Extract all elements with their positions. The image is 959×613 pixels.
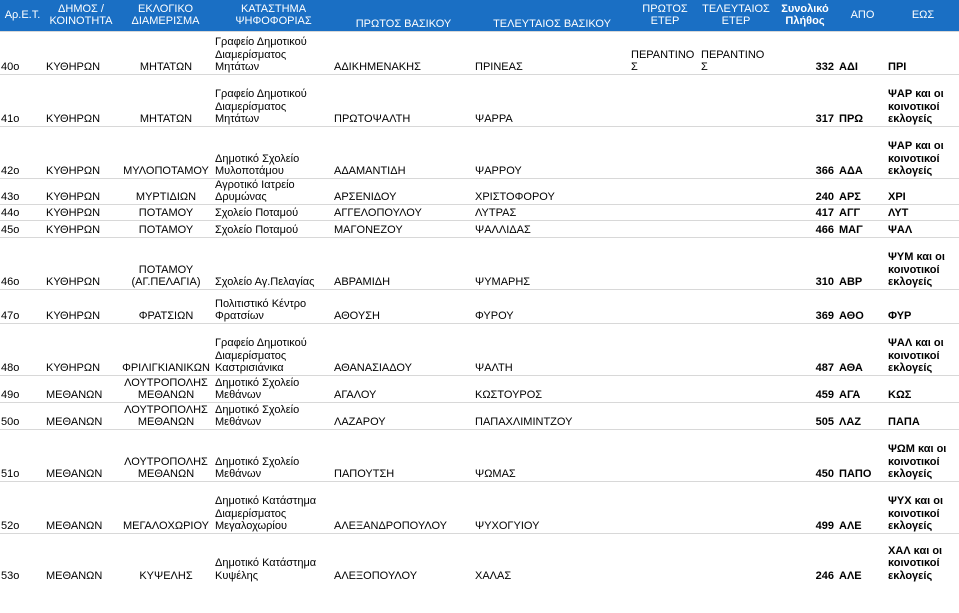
protos-vasikou-cell: ΑΔΙΚΗΜΕΝΑΚΗΣ <box>333 31 474 74</box>
protos-vasikou-cell: ΑΛΕΞΑΝΔΡΟΠΟΥΛΟΥ <box>333 481 474 533</box>
table-row <box>0 402 959 429</box>
table-row <box>0 481 959 533</box>
apo-cell: ΑΓΓ <box>838 204 887 220</box>
row-number: 48ο <box>0 323 45 375</box>
katastima-cell: Δημοτικό Σχολείο Μεθάνων <box>214 375 333 402</box>
protos-eter-cell <box>630 375 700 402</box>
row-number: 50ο <box>0 402 45 429</box>
katastima-cell: Δημοτικό Σχολείο Μεθάνων <box>214 429 333 481</box>
row-number: 52ο <box>0 481 45 533</box>
dimos-cell: ΜΕΘΑΝΩΝ <box>45 402 117 429</box>
apo-cell: ΑΡΣ <box>838 178 887 204</box>
katastima-cell: Δημοτικό Σχολείο Μεθάνων <box>214 402 333 429</box>
table-row <box>0 323 959 375</box>
dimos-cell: ΚΥΘΗΡΩΝ <box>45 220 117 237</box>
eklogiko-diamerisma-cell: ΜΗΤΑΤΩΝ <box>117 74 214 126</box>
teleutaios-vasikou-cell: ΨΩΜΑΣ <box>474 429 630 481</box>
protos-vasikou-cell: ΑΡΣΕΝΙΔΟΥ <box>333 178 474 204</box>
synoliko-plithos-cell: 450 <box>772 429 838 481</box>
table-row <box>0 237 959 289</box>
header-dimos: ΔΗΜΟΣ / ΚΟΙΝΟΤΗΤΑ <box>45 0 117 31</box>
dimos-cell: ΚΥΘΗΡΩΝ <box>45 237 117 289</box>
teleutaios-eter-cell <box>700 237 772 289</box>
apo-cell: ΑΛΕ <box>838 533 887 582</box>
eklogiko-diamerisma-cell: ΜΕΓΑΛΟΧΩΡΙΟΥ <box>117 481 214 533</box>
dimos-cell: ΚΥΘΗΡΩΝ <box>45 126 117 178</box>
header-eklogiko-diamerisma: ΕΚΛΟΓΙΚΟ ΔΙΑΜΕΡΙΣΜΑ <box>117 0 214 31</box>
protos-eter-cell <box>630 429 700 481</box>
eklogiko-diamerisma-cell: ΦΡΙΛΙΓΚΙΑΝΙΚΩΝ <box>117 323 214 375</box>
synoliko-plithos-cell: 459 <box>772 375 838 402</box>
row-number: 40ο <box>0 31 45 74</box>
header-protos-eter: ΠΡΩΤΟΣ ΕΤΕΡ <box>630 0 700 31</box>
protos-eter-cell <box>630 323 700 375</box>
synoliko-plithos-cell: 310 <box>772 237 838 289</box>
synoliko-plithos-cell: 505 <box>772 402 838 429</box>
teleutaios-vasikou-cell: ΛΥΤΡΑΣ <box>474 204 630 220</box>
row-number: 41ο <box>0 74 45 126</box>
eos-cell: ΧΡΙ <box>887 178 959 204</box>
katastima-cell: Δημοτικό Κατάστημα Διαμερίσματος Μεγαλοχωρίου <box>214 481 333 533</box>
table-row <box>0 74 959 126</box>
synoliko-plithos-cell: 317 <box>772 74 838 126</box>
katastima-cell: Γραφείο Δημοτικού Διαμερίσματος Μητάτων <box>214 74 333 126</box>
dimos-cell: ΚΥΘΗΡΩΝ <box>45 74 117 126</box>
protos-vasikou-cell: ΠΡΩΤΟΨΑΛΤΗ <box>333 74 474 126</box>
table-row <box>0 126 959 178</box>
apo-cell: ΑΘΟ <box>838 289 887 323</box>
teleutaios-eter-cell <box>700 429 772 481</box>
row-number: 43ο <box>0 178 45 204</box>
protos-eter-cell <box>630 402 700 429</box>
teleutaios-vasikou-cell: ΨΑΛΤΗ <box>474 323 630 375</box>
protos-vasikou-cell: ΑΓΓΕΛΟΠΟΥΛΟΥ <box>333 204 474 220</box>
dimos-cell: ΜΕΘΑΝΩΝ <box>45 533 117 582</box>
eklogiko-diamerisma-cell: ΦΡΑΤΣΙΩΝ <box>117 289 214 323</box>
teleutaios-eter-cell <box>700 74 772 126</box>
header-katastima: ΚΑΤΑΣΤΗΜΑ ΨΗΦΟΦΟΡΙΑΣ <box>214 0 333 31</box>
row-number: 49ο <box>0 375 45 402</box>
table-row <box>0 220 959 237</box>
header-protos-vasikou: ΠΡΩΤΟΣ ΒΑΣΙΚΟΥ <box>333 0 474 31</box>
protos-eter-cell <box>630 481 700 533</box>
synoliko-plithos-cell: 466 <box>772 220 838 237</box>
dimos-cell: ΜΕΘΑΝΩΝ <box>45 375 117 402</box>
synoliko-plithos-cell: 366 <box>772 126 838 178</box>
protos-vasikou-cell: ΑΘΟΥΣΗ <box>333 289 474 323</box>
eklogiko-diamerisma-cell: ΛΟΥΤΡΟΠΟΛΗΣ ΜΕΘΑΝΩΝ <box>117 429 214 481</box>
header-synoliko-plithos: Συνολικό Πλήθος <box>772 0 838 31</box>
apo-cell: ΠΑΠΟ <box>838 429 887 481</box>
apo-cell: ΑΛΕ <box>838 481 887 533</box>
table-row <box>0 533 959 582</box>
eklogiko-diamerisma-cell: ΠΟΤΑΜΟΥ <box>117 220 214 237</box>
table-header-row <box>0 0 959 31</box>
eos-cell: ΨΥΧ και οι κοινοτικοί εκλογείς <box>887 481 959 533</box>
apo-cell: ΑΒΡ <box>838 237 887 289</box>
katastima-cell: Γραφείο Δημοτικού Διαμερίσματος Μητάτων <box>214 31 333 74</box>
protos-eter-cell <box>630 220 700 237</box>
dimos-cell: ΚΥΘΗΡΩΝ <box>45 289 117 323</box>
apo-cell: ΛΑΖ <box>838 402 887 429</box>
teleutaios-vasikou-cell: ΠΑΠΑΧΛΙΜΙΝΤΖΟΥ <box>474 402 630 429</box>
apo-cell: ΑΔΙ <box>838 31 887 74</box>
table-row <box>0 31 959 74</box>
protos-vasikou-cell: ΑΓΑΛΟΥ <box>333 375 474 402</box>
synoliko-plithos-cell: 240 <box>772 178 838 204</box>
eos-cell: ΨΥΜ και οι κοινοτικοί εκλογείς <box>887 237 959 289</box>
teleutaios-vasikou-cell: ΠΡΙΝΕΑΣ <box>474 31 630 74</box>
teleutaios-vasikou-cell: ΚΩΣΤΟΥΡΟΣ <box>474 375 630 402</box>
teleutaios-eter-cell <box>700 204 772 220</box>
eos-cell: ΨΑΛ και οι κοινοτικοί εκλογείς <box>887 323 959 375</box>
teleutaios-vasikou-cell: ΨΥΜΑΡΗΣ <box>474 237 630 289</box>
katastima-cell: Σχολείο Ποταμού <box>214 204 333 220</box>
apo-cell: ΑΔΑ <box>838 126 887 178</box>
teleutaios-eter-cell <box>700 289 772 323</box>
eos-cell: ΨΑΡ και οι κοινοτικοί εκλογείς <box>887 126 959 178</box>
protos-vasikou-cell: ΑΛΕΞΟΠΟΥΛΟΥ <box>333 533 474 582</box>
katastima-cell: Γραφείο Δημοτικού Διαμερίσματος Καστρισιάνικα <box>214 323 333 375</box>
apo-cell: ΠΡΩ <box>838 74 887 126</box>
eklogiko-diamerisma-cell: ΜΥΛΟΠΟΤΑΜΟΥ <box>117 126 214 178</box>
row-number: 45ο <box>0 220 45 237</box>
teleutaios-eter-cell <box>700 375 772 402</box>
dimos-cell: ΜΕΘΑΝΩΝ <box>45 481 117 533</box>
table-row <box>0 429 959 481</box>
eklogiko-diamerisma-cell: ΛΟΥΤΡΟΠΟΛΗΣ ΜΕΘΑΝΩΝ <box>117 402 214 429</box>
protos-eter-cell <box>630 178 700 204</box>
synoliko-plithos-cell: 369 <box>772 289 838 323</box>
teleutaios-eter-cell <box>700 402 772 429</box>
header-eos: ΕΩΣ <box>887 0 959 31</box>
eos-cell: ΛΥΤ <box>887 204 959 220</box>
eklogiko-diamerisma-cell: ΜΗΤΑΤΩΝ <box>117 31 214 74</box>
eos-cell: ΠΡΙ <box>887 31 959 74</box>
row-number: 44ο <box>0 204 45 220</box>
header-teleutaios-eter: ΤΕΛΕΥΤΑΙΟΣ ΕΤΕΡ <box>700 0 772 31</box>
eos-cell: ΨΩΜ και οι κοινοτικοί εκλογείς <box>887 429 959 481</box>
header-apo: ΑΠΟ <box>838 0 887 31</box>
header-aa: Αρ.Ε.Τ. <box>0 0 45 31</box>
teleutaios-vasikou-cell: ΧΑΛΑΣ <box>474 533 630 582</box>
teleutaios-eter-cell: ΠΕΡΑΝΤΙΝΟ Σ <box>700 31 772 74</box>
teleutaios-vasikou-cell: ΨΑΡΡΟΥ <box>474 126 630 178</box>
table-row <box>0 289 959 323</box>
apo-cell: ΜΑΓ <box>838 220 887 237</box>
synoliko-plithos-cell: 246 <box>772 533 838 582</box>
dimos-cell: ΜΕΘΑΝΩΝ <box>45 429 117 481</box>
eos-cell: ΠΑΠΑ <box>887 402 959 429</box>
eklogiko-diamerisma-cell: ΠΟΤΑΜΟΥ (ΑΓ.ΠΕΛΑΓΙΑ) <box>117 237 214 289</box>
synoliko-plithos-cell: 487 <box>772 323 838 375</box>
eos-cell: ΨΑΡ και οι κοινοτικοί εκλογείς <box>887 74 959 126</box>
header-teleutaios-vasikou: ΤΕΛΕΥΤΑΙΟΣ ΒΑΣΙΚΟΥ <box>474 0 630 31</box>
apo-cell: ΑΘΑ <box>838 323 887 375</box>
katastima-cell: Δημοτικό Σχολείο Μυλοποτάμου <box>214 126 333 178</box>
synoliko-plithos-cell: 332 <box>772 31 838 74</box>
table-row <box>0 375 959 402</box>
eos-cell: ΦΥΡ <box>887 289 959 323</box>
eklogiko-diamerisma-cell: ΠΟΤΑΜΟΥ <box>117 204 214 220</box>
protos-eter-cell <box>630 237 700 289</box>
protos-eter-cell: ΠΕΡΑΝΤΙΝΟ Σ <box>630 31 700 74</box>
teleutaios-eter-cell <box>700 178 772 204</box>
katastima-cell: Πολιτιστικό Κέντρο Φρατσίων <box>214 289 333 323</box>
row-number: 51ο <box>0 429 45 481</box>
protos-eter-cell <box>630 74 700 126</box>
row-number: 42ο <box>0 126 45 178</box>
protos-vasikou-cell: ΜΑΓΟΝΕΖΟΥ <box>333 220 474 237</box>
dimos-cell: ΚΥΘΗΡΩΝ <box>45 323 117 375</box>
row-number: 53ο <box>0 533 45 582</box>
eklogiko-diamerisma-cell: ΜΥΡΤΙΔΙΩΝ <box>117 178 214 204</box>
teleutaios-vasikou-cell: ΧΡΙΣΤΟΦΟΡΟΥ <box>474 178 630 204</box>
teleutaios-eter-cell <box>700 323 772 375</box>
katastima-cell: Αγροτικό Ιατρείο Δρυμώνας <box>214 178 333 204</box>
protos-vasikou-cell: ΛΑΖΑΡΟΥ <box>333 402 474 429</box>
protos-vasikou-cell: ΑΒΡΑΜΙΔΗ <box>333 237 474 289</box>
eos-cell: ΚΩΣ <box>887 375 959 402</box>
teleutaios-eter-cell <box>700 126 772 178</box>
teleutaios-vasikou-cell: ΦΥΡΟΥ <box>474 289 630 323</box>
katastima-cell: Σχολείο Ποταμού <box>214 220 333 237</box>
katastima-cell: Σχολείο Αγ.Πελαγίας <box>214 237 333 289</box>
protos-vasikou-cell: ΑΔΑΜΑΝΤΙΔΗ <box>333 126 474 178</box>
synoliko-plithos-cell: 499 <box>772 481 838 533</box>
table-row <box>0 178 959 204</box>
dimos-cell: ΚΥΘΗΡΩΝ <box>45 31 117 74</box>
apo-cell: ΑΓΑ <box>838 375 887 402</box>
protos-eter-cell <box>630 289 700 323</box>
teleutaios-eter-cell <box>700 220 772 237</box>
dimos-cell: ΚΥΘΗΡΩΝ <box>45 178 117 204</box>
protos-eter-cell <box>630 204 700 220</box>
teleutaios-eter-cell <box>700 481 772 533</box>
dimos-cell: ΚΥΘΗΡΩΝ <box>45 204 117 220</box>
eos-cell: ΧΑΛ και οι κοινοτικοί εκλογείς <box>887 533 959 582</box>
synoliko-plithos-cell: 417 <box>772 204 838 220</box>
teleutaios-vasikou-cell: ΨΑΛΛΙΔΑΣ <box>474 220 630 237</box>
eklogiko-diamerisma-cell: ΛΟΥΤΡΟΠΟΛΗΣ ΜΕΘΑΝΩΝ <box>117 375 214 402</box>
protos-eter-cell <box>630 126 700 178</box>
protos-vasikou-cell: ΑΘΑΝΑΣΙΑΔΟΥ <box>333 323 474 375</box>
table-row <box>0 204 959 220</box>
eklogiko-diamerisma-cell: ΚΥΨΕΛΗΣ <box>117 533 214 582</box>
row-number: 46ο <box>0 237 45 289</box>
teleutaios-eter-cell <box>700 533 772 582</box>
teleutaios-vasikou-cell: ΨΥΧΟΓΥΙΟΥ <box>474 481 630 533</box>
katastima-cell: Δημοτικό Κατάστημα Κυψέλης <box>214 533 333 582</box>
row-number: 47ο <box>0 289 45 323</box>
protos-vasikou-cell: ΠΑΠΟΥΤΣΗ <box>333 429 474 481</box>
eos-cell: ΨΑΛ <box>887 220 959 237</box>
protos-eter-cell <box>630 533 700 582</box>
teleutaios-vasikou-cell: ΨΑΡΡΑ <box>474 74 630 126</box>
